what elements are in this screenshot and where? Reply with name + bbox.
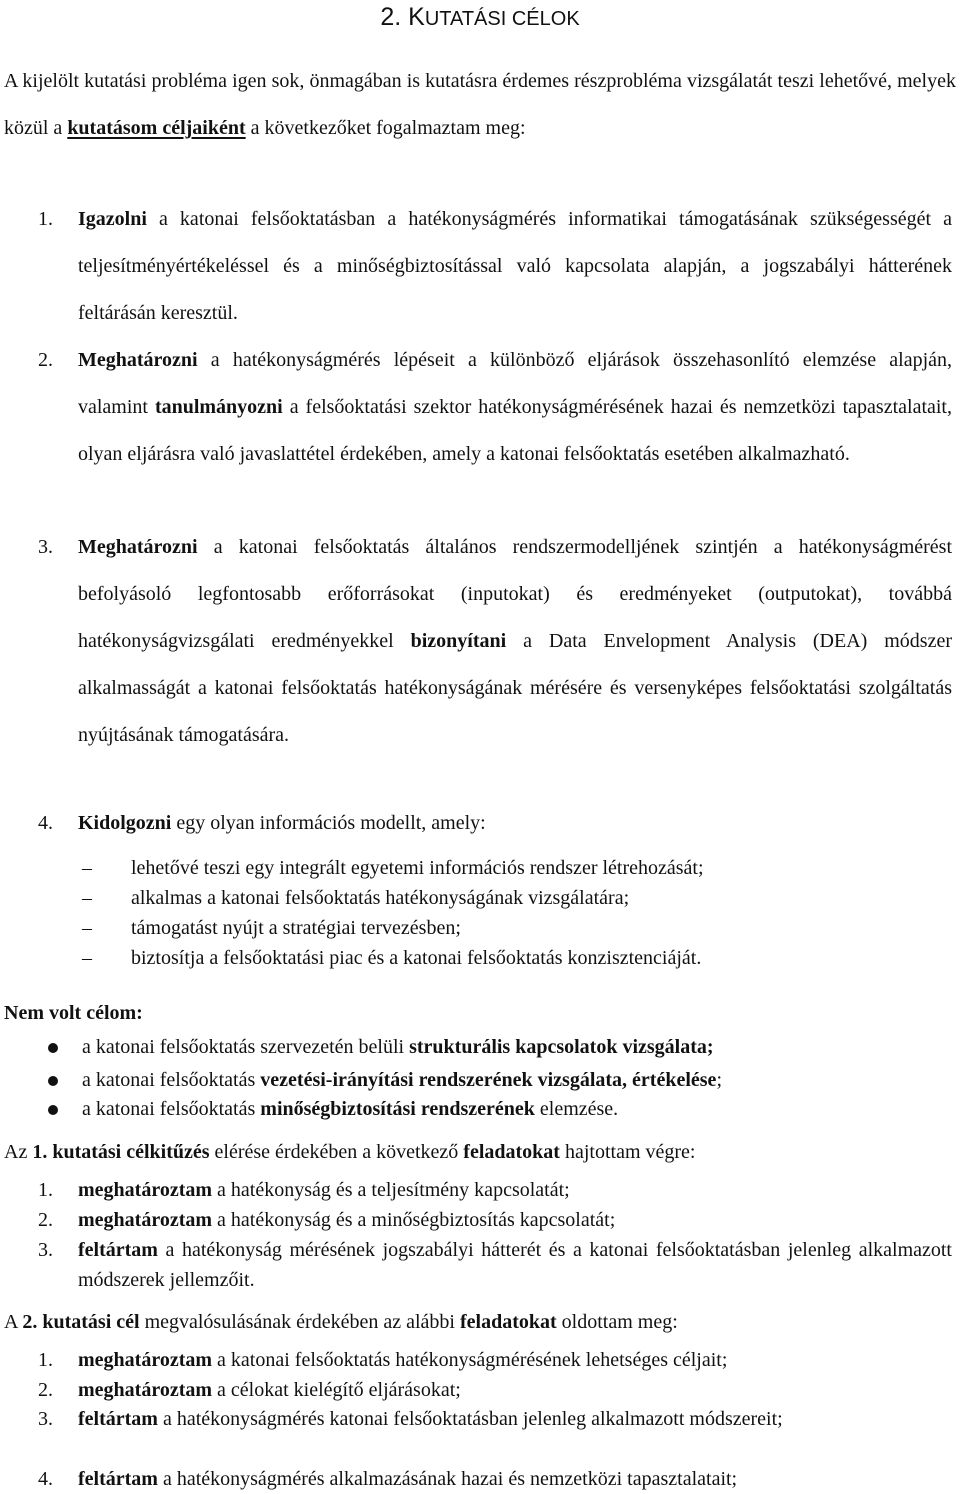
task-body: a hatékonyságmérés katonai felsőoktatásban jelenleg alkalmazott módszereit; bbox=[157, 1408, 783, 1430]
goal-body: a katonai felsőoktatásban a hatékonyságmérés informatikai támogatásának szükségességét a teljesítményértékeléssel és a minőségbiztosítással való kapcsolata alapján, a jogszabályi hátterének feltárásán keresztül. bbox=[78, 208, 952, 324]
task-number: 1. bbox=[38, 1179, 53, 1201]
not-goal-item-text bbox=[82, 1032, 714, 1062]
item-emphasis: minőségbiztosítási rendszerének bbox=[260, 1098, 535, 1120]
goal-body: a katonai felsőoktatás általános rendszermodelljének szintjén a hatékonyságmérést befolyásoló legfontosabb erőforrásokat (inputokat) és eredményeket (outputokat), továbbá hatékonyságvizsgálati eredményekkel bbox=[78, 536, 952, 652]
goal-text bbox=[78, 337, 952, 478]
not-goal-heading bbox=[4, 998, 956, 1028]
tasks2-intro bbox=[4, 1307, 956, 1337]
goal-body-2: a Data Envelopment Analysis (DEA) módszer alkalmasságát a katonai felsőoktatás hatékonyságának mérésére és versenyképes felsőoktatási szolgáltatás nyújtásának támogatására. bbox=[78, 630, 952, 746]
task-verb: feltártam bbox=[78, 1468, 158, 1490]
title-rest: UTATÁSI CÉLOK bbox=[424, 8, 580, 30]
goal-verb: Meghatározni bbox=[78, 349, 198, 371]
model-item-text: alkalmas a katonai felsőoktatás hatékonyságának vizsgálatára; bbox=[131, 887, 630, 909]
item-text: a katonai felsőoktatás szervezetén belüli bbox=[82, 1036, 410, 1058]
task-verb: meghatároztam bbox=[78, 1379, 213, 1401]
dash-marker: – bbox=[82, 887, 92, 909]
tasks1-intro-emphasis: 1. kutatási célkitűzés bbox=[32, 1141, 210, 1163]
item-emphasis: vezetési-irányítási rendszerének vizsgálata, értékelése bbox=[260, 1069, 717, 1091]
tasks2-intro-emphasis: 2. kutatási cél bbox=[22, 1311, 140, 1333]
model-item-text: támogatást nyújt a stratégiai tervezésben; bbox=[131, 917, 461, 939]
item-text-end: ; bbox=[716, 1069, 722, 1091]
goal-text bbox=[78, 196, 952, 337]
model-item-text: lehetővé teszi egy integrált egyetemi információs rendszer létrehozását; bbox=[131, 857, 704, 879]
bullet-icon bbox=[48, 1043, 58, 1053]
item-emphasis: strukturális kapcsolatok vizsgálata; bbox=[409, 1036, 714, 1058]
task-body: a hatékonyság és a teljesítmény kapcsolatát; bbox=[212, 1179, 570, 1201]
tasks1-intro-text: Az bbox=[4, 1141, 33, 1163]
intro-text-end: a következőket fogalmaztam meg: bbox=[245, 117, 526, 139]
task-text bbox=[78, 1345, 952, 1375]
task-text bbox=[78, 1205, 952, 1235]
goal-number: 4. bbox=[38, 812, 53, 834]
goal-verb: Meghatározni bbox=[78, 536, 198, 558]
intro-text: A kijelölt kutatási probléma igen sok, önmagában is kutatásra érdemes részprobléma vizsgálatát teszi lehetővé, melyek közül a bbox=[4, 70, 956, 139]
goal-text bbox=[78, 524, 952, 759]
section-title bbox=[0, 0, 960, 36]
not-goal-heading-text: Nem volt célom: bbox=[4, 1002, 143, 1024]
dash-marker: – bbox=[82, 917, 92, 939]
task-number: 2. bbox=[38, 1379, 53, 1401]
tasks2-intro-emphasis-2: feladatokat bbox=[459, 1311, 557, 1333]
task-text bbox=[78, 1464, 952, 1494]
tasks1-intro-text-3: hajtottam végre: bbox=[559, 1141, 696, 1163]
task-number: 3. bbox=[38, 1408, 53, 1430]
task-verb: feltártam bbox=[78, 1408, 158, 1430]
not-goal-item-text bbox=[82, 1094, 618, 1124]
task-verb: feltártam bbox=[78, 1239, 158, 1261]
intro-emphasis: kutatásom céljaiként bbox=[67, 117, 246, 139]
section-number: 2. bbox=[380, 3, 409, 31]
task-body: a hatékonyság és a minőségbiztosítás kapcsolatát; bbox=[212, 1209, 616, 1231]
goal-verb: Kidolgozni bbox=[78, 812, 172, 834]
goal-number: 2. bbox=[38, 349, 53, 371]
intro-paragraph bbox=[4, 58, 956, 152]
tasks2-intro-text: A bbox=[4, 1311, 23, 1333]
item-text: a katonai felsőoktatás bbox=[82, 1069, 261, 1091]
task-number: 4. bbox=[38, 1468, 53, 1490]
task-text bbox=[78, 1235, 952, 1295]
bullet-icon bbox=[48, 1105, 58, 1115]
task-text bbox=[78, 1375, 952, 1405]
task-number: 1. bbox=[38, 1349, 53, 1371]
goal-verb-2: tanulmányozni bbox=[154, 396, 283, 418]
bullet-icon bbox=[48, 1076, 58, 1086]
goal-number: 3. bbox=[38, 536, 53, 558]
goal-verb: Igazolni bbox=[78, 208, 147, 230]
tasks2-intro-text-3: oldottam meg: bbox=[556, 1311, 678, 1333]
task-body: a célokat kielégítő eljárásokat; bbox=[212, 1379, 461, 1401]
goal-number: 1. bbox=[38, 208, 53, 230]
task-verb: meghatároztam bbox=[78, 1209, 213, 1231]
not-goal-item-text bbox=[82, 1065, 722, 1095]
dash-marker: – bbox=[82, 857, 92, 879]
dash-marker: – bbox=[82, 947, 92, 969]
goal-body: egy olyan információs modellt, amely: bbox=[171, 812, 486, 834]
task-body: a hatékonyság mérésének jogszabályi hátterét és a katonai felsőoktatásban jelenleg alkalmazott módszerek jellemzőit. bbox=[78, 1239, 952, 1291]
task-body: a hatékonyságmérés alkalmazásának hazai és nemzetközi tapasztalatait; bbox=[157, 1468, 738, 1490]
tasks1-intro-text-2: elérése érdekében a következő bbox=[209, 1141, 464, 1163]
task-text bbox=[78, 1404, 952, 1434]
item-text-end: elemzése. bbox=[534, 1098, 619, 1120]
title-initial: K bbox=[408, 3, 425, 31]
goal-body: a hatékonyságmérés lépéseit a különböző eljárások összehasonlító elemzése alapján, valamint bbox=[78, 349, 952, 418]
task-number: 3. bbox=[38, 1239, 53, 1261]
tasks1-intro bbox=[4, 1137, 956, 1167]
task-verb: meghatároztam bbox=[78, 1179, 213, 1201]
tasks1-intro-emphasis-2: feladatokat bbox=[463, 1141, 560, 1163]
task-text bbox=[78, 1175, 952, 1205]
goal-text bbox=[78, 800, 952, 847]
goal-verb-2: bizonyítani bbox=[410, 630, 507, 652]
model-item-text: biztosítja a felsőoktatási piac és a katonai felsőoktatás konzisztenciáját. bbox=[131, 947, 702, 969]
tasks2-intro-text-2: megvalósulásának érdekében az alábbi bbox=[139, 1311, 460, 1333]
item-text: a katonai felsőoktatás bbox=[82, 1098, 261, 1120]
task-body: a katonai felsőoktatás hatékonyságmérésének lehetséges céljait; bbox=[212, 1349, 728, 1371]
task-verb: meghatároztam bbox=[78, 1349, 213, 1371]
task-number: 2. bbox=[38, 1209, 53, 1231]
goal-body-2: a felsőoktatási szektor hatékonyságmérésének hazai és nemzetközi tapasztalatait, olyan eljárásra való javaslattétel érdekében, amely a katonai felsőoktatás esetében alkalmazható. bbox=[78, 396, 952, 465]
